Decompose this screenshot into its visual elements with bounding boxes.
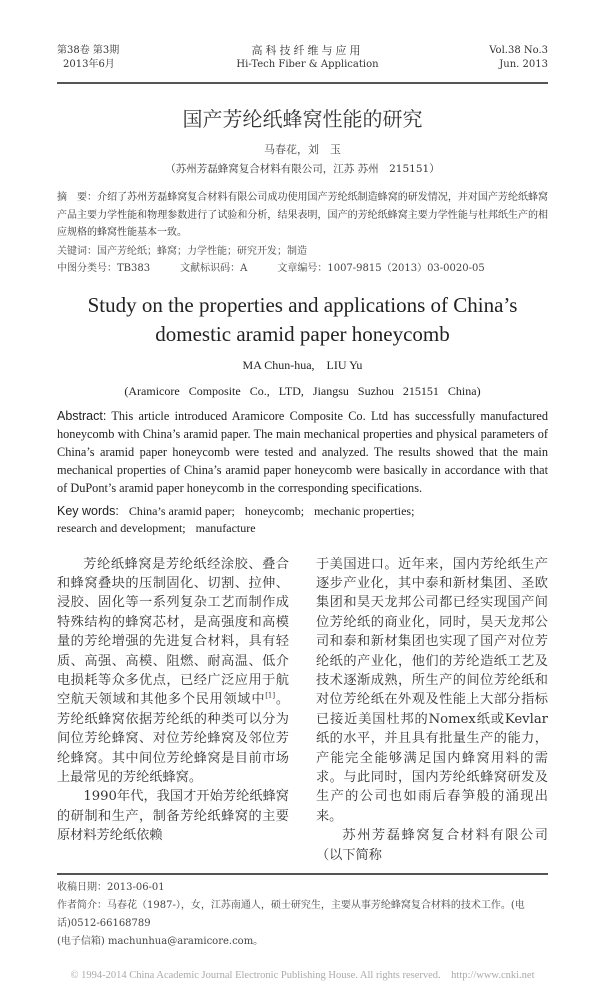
body-column-right <box>316 555 548 866</box>
running-header <box>57 44 548 72</box>
issue-date-en: Jun. 2013 <box>499 59 548 70</box>
document-code: 文献标识码：A <box>180 262 248 274</box>
journal-name <box>177 44 438 72</box>
cn-affiliation: （苏州芳磊蜂窝复合材料有限公司，江苏 苏州 215151） <box>165 163 440 175</box>
article-number: 文章编号：1007-9815（2013）03-0020-05 <box>277 262 485 274</box>
en-abstract-label: Abstract: <box>57 408 107 423</box>
en-affiliation: (Aramicore Composite Co., LTD, Jiangsu Suzhou 215151 China) <box>124 383 481 398</box>
journal-issue-cn <box>57 44 177 72</box>
en-keywords-label: Key words: <box>57 503 119 518</box>
en-keyword: mechanic properties; <box>314 503 415 518</box>
paragraph-text: 芳纶纸蜂窝是芳纶纸经涂胶、叠合和蜂窝叠块的压制固化、切割、拉伸、浸胶、固化等一系列复杂工艺而制作成特殊结构的蜂窝芯材，是高强度和高模量的芳纶增强的先进复合材料，具有轻质、高强、高模、阻燃、耐高温、低介电损耗等众多优点，已经广泛应用于航空航天领域和其他多个民用领域中 <box>57 556 289 708</box>
clc-number: 中图分类号：TB383 <box>57 262 151 274</box>
cn-authors: 马春花，刘 玉 <box>264 143 341 156</box>
en-title: Study on the properties and applications of China’s domestic aramid paper honeycomb <box>87 292 518 346</box>
en-keyword: manufacture <box>195 520 256 535</box>
author-email: (电子信箱) machunhua@aramicore.com。 <box>57 936 264 947</box>
en-abstract-text: This article introduced Aramicore Composite Co. Ltd has successfully manufactured honeycomb with China’s aramid paper. The main mechanical properties and physical parameters of China’s aramid paper honeycomb were tested and analyzed. The results showed that the main mechanical properties of China’s aramid paper honeycomb were basically in accordance with that of DuPont’s aramid paper honeycomb in the corresponding specifications. <box>57 408 548 495</box>
cn-keywords-label: 关键词： <box>57 245 97 257</box>
body-paragraph <box>57 555 289 788</box>
body-paragraph: 苏州芳磊蜂窝复合材料有限公司（以下简称 <box>316 828 548 863</box>
en-abstract <box>57 407 548 497</box>
en-authors: MA Chun-hua, LIU Yu <box>242 357 363 372</box>
copyright-watermark: © 1994-2014 China Academic Journal Electronic Publishing House. All rights reserved. http://www.cnki.net <box>70 970 535 981</box>
cn-abstract <box>57 189 548 242</box>
volume-issue: 第38卷 第3期 <box>57 45 120 56</box>
cn-keywords <box>57 243 548 260</box>
cn-title: 国产芳纶纸蜂窝性能的研究 <box>182 107 423 131</box>
cn-abstract-label: 摘 要： <box>57 192 98 203</box>
body-paragraph: 于美国进口。近年来，国内芳纶纸生产逐步产业化，其中泰和新材集团、圣欧集团和昊天龙邦公司都已经实现国产间位芳纶纸的商业化，同时，昊天龙邦公司和泰和新材集团也实现了国产对位芳纶纸的产业化，他们的芳纶造纸工艺及技术逐渐成熟，所生产的间位芳纶纸和对位芳纶纸在外观及性能上大部分指标已接近美国杜邦的Nomex纸或Kevlar纸的水平，并且具有批量生产的能力，产能完全能够满足国内蜂窝用料的需求。与此同时，国内芳纶纸蜂窝研发及生产的公司也如雨后春笋般的涌现出来。 <box>316 556 548 824</box>
en-keyword: research and development; <box>57 520 186 535</box>
cn-abstract-text: 介绍了苏州芳磊蜂窝复合材料有限公司成功使用国产芳纶纸制造蜂窝的研发情况，并对国产芳纶纸蜂窝产品主要力学性能和物理参数进行了试验和分析，结果表明，国产的芳纶纸蜂窝主要力学性能与杜邦纸生产的相应规格的蜂窝性能基本一致。 <box>57 192 549 238</box>
issue-date: 2013年6月 <box>63 59 115 70</box>
received-date: 收稿日期：2013-06-01 <box>57 882 165 893</box>
body-paragraph: 1990年代，我国才开始芳纶纸蜂窝的研制和生产，制备芳纶纸蜂窝的主要原材料芳纶纸依赖 <box>57 789 289 844</box>
body-column-left <box>57 555 289 846</box>
body-columns <box>57 555 548 866</box>
en-keyword: China’s aramid paper; <box>128 503 235 518</box>
journal-name-en: Hi-Tech Fiber & Application <box>236 59 379 70</box>
journal-name-cn: 高科技纤维与应用 <box>251 44 364 57</box>
cn-keywords-text: 国产芳纶纸；蜂窝；力学性能；研究开发；制造 <box>97 245 307 257</box>
cn-classification <box>57 260 548 277</box>
citation: [1] <box>265 691 276 700</box>
en-keyword: honeycomb; <box>244 503 305 518</box>
journal-issue-en <box>438 44 548 72</box>
header-rule <box>57 82 548 84</box>
en-keywords <box>57 503 548 537</box>
author-bio: 作者简介：马春花（1987-），女，江苏南通人，硕士研究生，主要从事芳纶蜂窝复合材料的技术工作。(电话)0512-66168789 <box>57 900 525 929</box>
paragraph-text: 。芳纶纸蜂窝依据芳纶纸的种类可以分为间位芳纶蜂窝、对位芳纶蜂窝及邻位芳纶蜂窝。其中间位芳纶蜂窝是目前市场上最常见的芳纶纸蜂窝。 <box>57 692 290 785</box>
footnote-rule <box>57 873 548 875</box>
volume-issue-en: Vol.38 No.3 <box>489 45 548 56</box>
